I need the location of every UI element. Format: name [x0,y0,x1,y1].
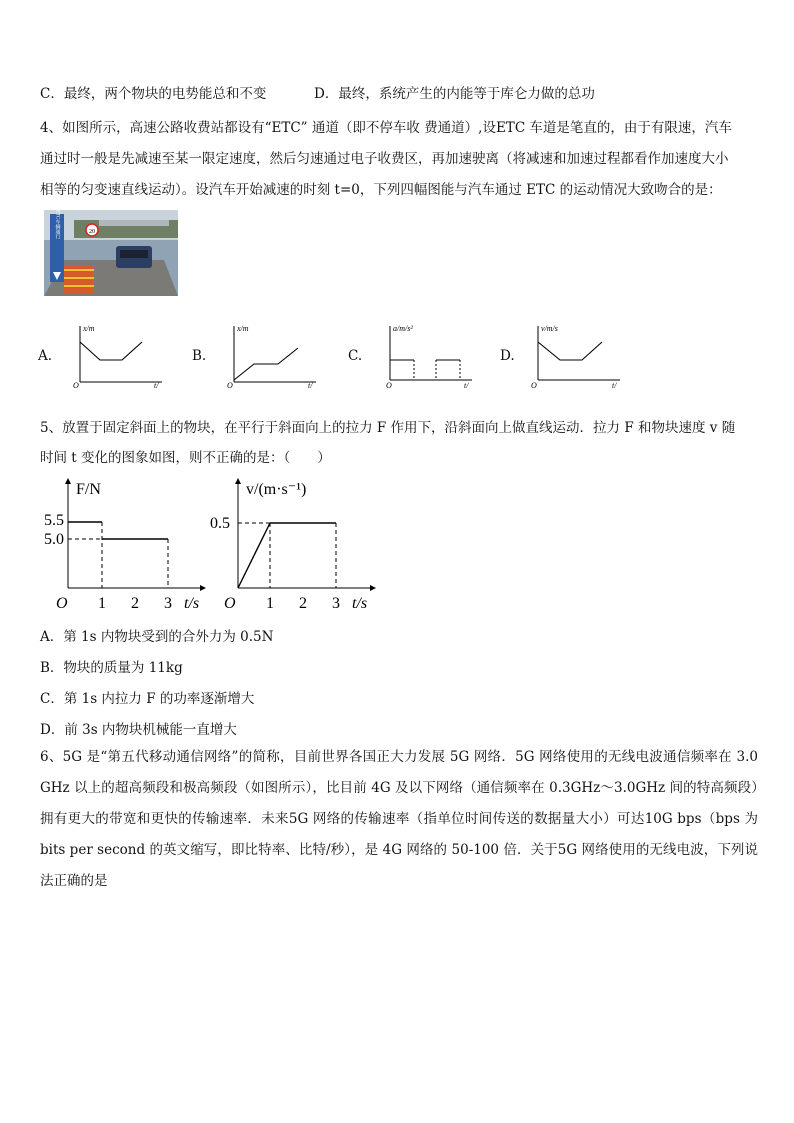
q4-option-c-graph[interactable] [372,322,482,388]
x-tick-3: 3 [164,595,172,612]
x-tick-2: 2 [299,595,307,612]
q5-force-time-graph [40,476,210,616]
axis-label-x: t/ [612,381,617,390]
q4-option-a-label[interactable]: A. [38,348,53,364]
q4-option-a-graph[interactable] [62,322,172,388]
q5-text-line2: 时间 t 变化的图象如图，则不正确的是：（ ） [40,450,331,466]
q6-text: 6、5G 是“第五代移动通信网络”的简称，目前世界各国正大力发展 5G 网络．5G 网络使用的无线电波通信频率在 3.0 GHz 以上的超高频段和极高频段（如图所示），比目前 4G 及以下网络（通信频率在 0.3GHz～3.0GHz 间的特高频段）拥有更大的带宽和更快的传输速率．未来5G 网络的传输速率（指单位时间传送的数据量大小）可达10G bps（bps 为 bits per second 的英文缩写，即比特率、比特/秒），是 4G 网络的 50-100 倍．关于5G 网络使用的无线电波，下列说法正确的是 [40,749,758,889]
axis-label-y: x/m [237,324,249,333]
q4-text-line1: 4、如图所示，高速公路收费站都设有“ETC” 通道（即不停车收 费通道）,设ETC 车道是笔直的，由于有限速，汽车 [40,120,732,136]
origin-label: O [73,381,79,390]
axis-label-y: x/m [83,324,95,333]
graph-curve [538,342,602,360]
speed-sign-text: 20 [89,229,95,235]
q4-option-d-label[interactable]: D. [500,348,515,364]
q3-option-c: C．最终，两个物块的电势能总和不变 [40,86,267,102]
etc-sign-text: 仅ETC车辆通行 [54,204,60,240]
q4-option-d-graph[interactable] [520,322,630,388]
axis-label-x: t/ [308,381,313,390]
etc-lane-photo [44,204,178,296]
x-tick-1: 1 [266,595,274,612]
axis-label-x: t/ [154,381,159,390]
q4-option-b-graph[interactable] [216,322,326,388]
x-tick-1: 1 [98,595,106,612]
origin-label: O [56,595,68,612]
origin-label: O [531,381,537,390]
q5-option-a[interactable]: A．第 1s 内物块受到的合外力为 0.5N [40,629,274,645]
q5-option-b[interactable]: B．物块的质量为 11kg [40,660,183,676]
graph-curve [80,342,142,360]
axis-label-y: v/(m·s⁻¹) [246,481,307,498]
y-tick-5-0: 5.0 [44,531,64,548]
origin-label: O [386,381,392,390]
axis-label-x: t/s [352,595,368,612]
q4-text-line3: 相等的匀变速直线运动）。设汽车开始减速的时刻 t=0，下列四幅图能与汽车通过 ETC 的运动情况大致吻合的是： [40,182,722,198]
q5-velocity-time-graph [210,476,384,616]
q4-option-b-label[interactable]: B. [192,348,207,364]
graph-curve [234,348,298,380]
q4-option-c-label[interactable]: C. [348,348,363,364]
q5-option-d[interactable]: D．前 3s 内物块机械能一直增大 [40,722,237,738]
origin-label: O [227,381,233,390]
axis-label-x: t/ [464,381,469,390]
y-tick-5-5: 5.5 [44,512,64,529]
q4-text-line2: 通过时一般是先减速至某一限定速度，然后匀速通过电子收费区，再加速驶离（将减速和加速过程都看作加速度大小 [40,151,729,167]
y-tick-0-5: 0.5 [210,515,230,532]
q5-option-c[interactable]: C．第 1s 内拉力 F 的功率逐渐增大 [40,691,255,707]
q3-option-d: D．最终，系统产生的内能等于库仑力做的总功 [314,86,595,102]
axis-label-y: a/m/s² [393,324,413,333]
axis-label-x: t/s [184,595,200,612]
origin-label: O [224,595,236,612]
q5-text-line1: 5、放置于固定斜面上的物块，在平行于斜面向上的拉力 F 作用下，沿斜面向上做直线运动．拉力 F 和物块速度 v 随 [40,420,736,436]
axis-label-y: F/N [76,481,101,498]
x-tick-3: 3 [332,595,340,612]
axis-label-y: v/m/s [541,324,558,333]
x-tick-2: 2 [131,595,139,612]
velocity-ramp [238,523,270,588]
